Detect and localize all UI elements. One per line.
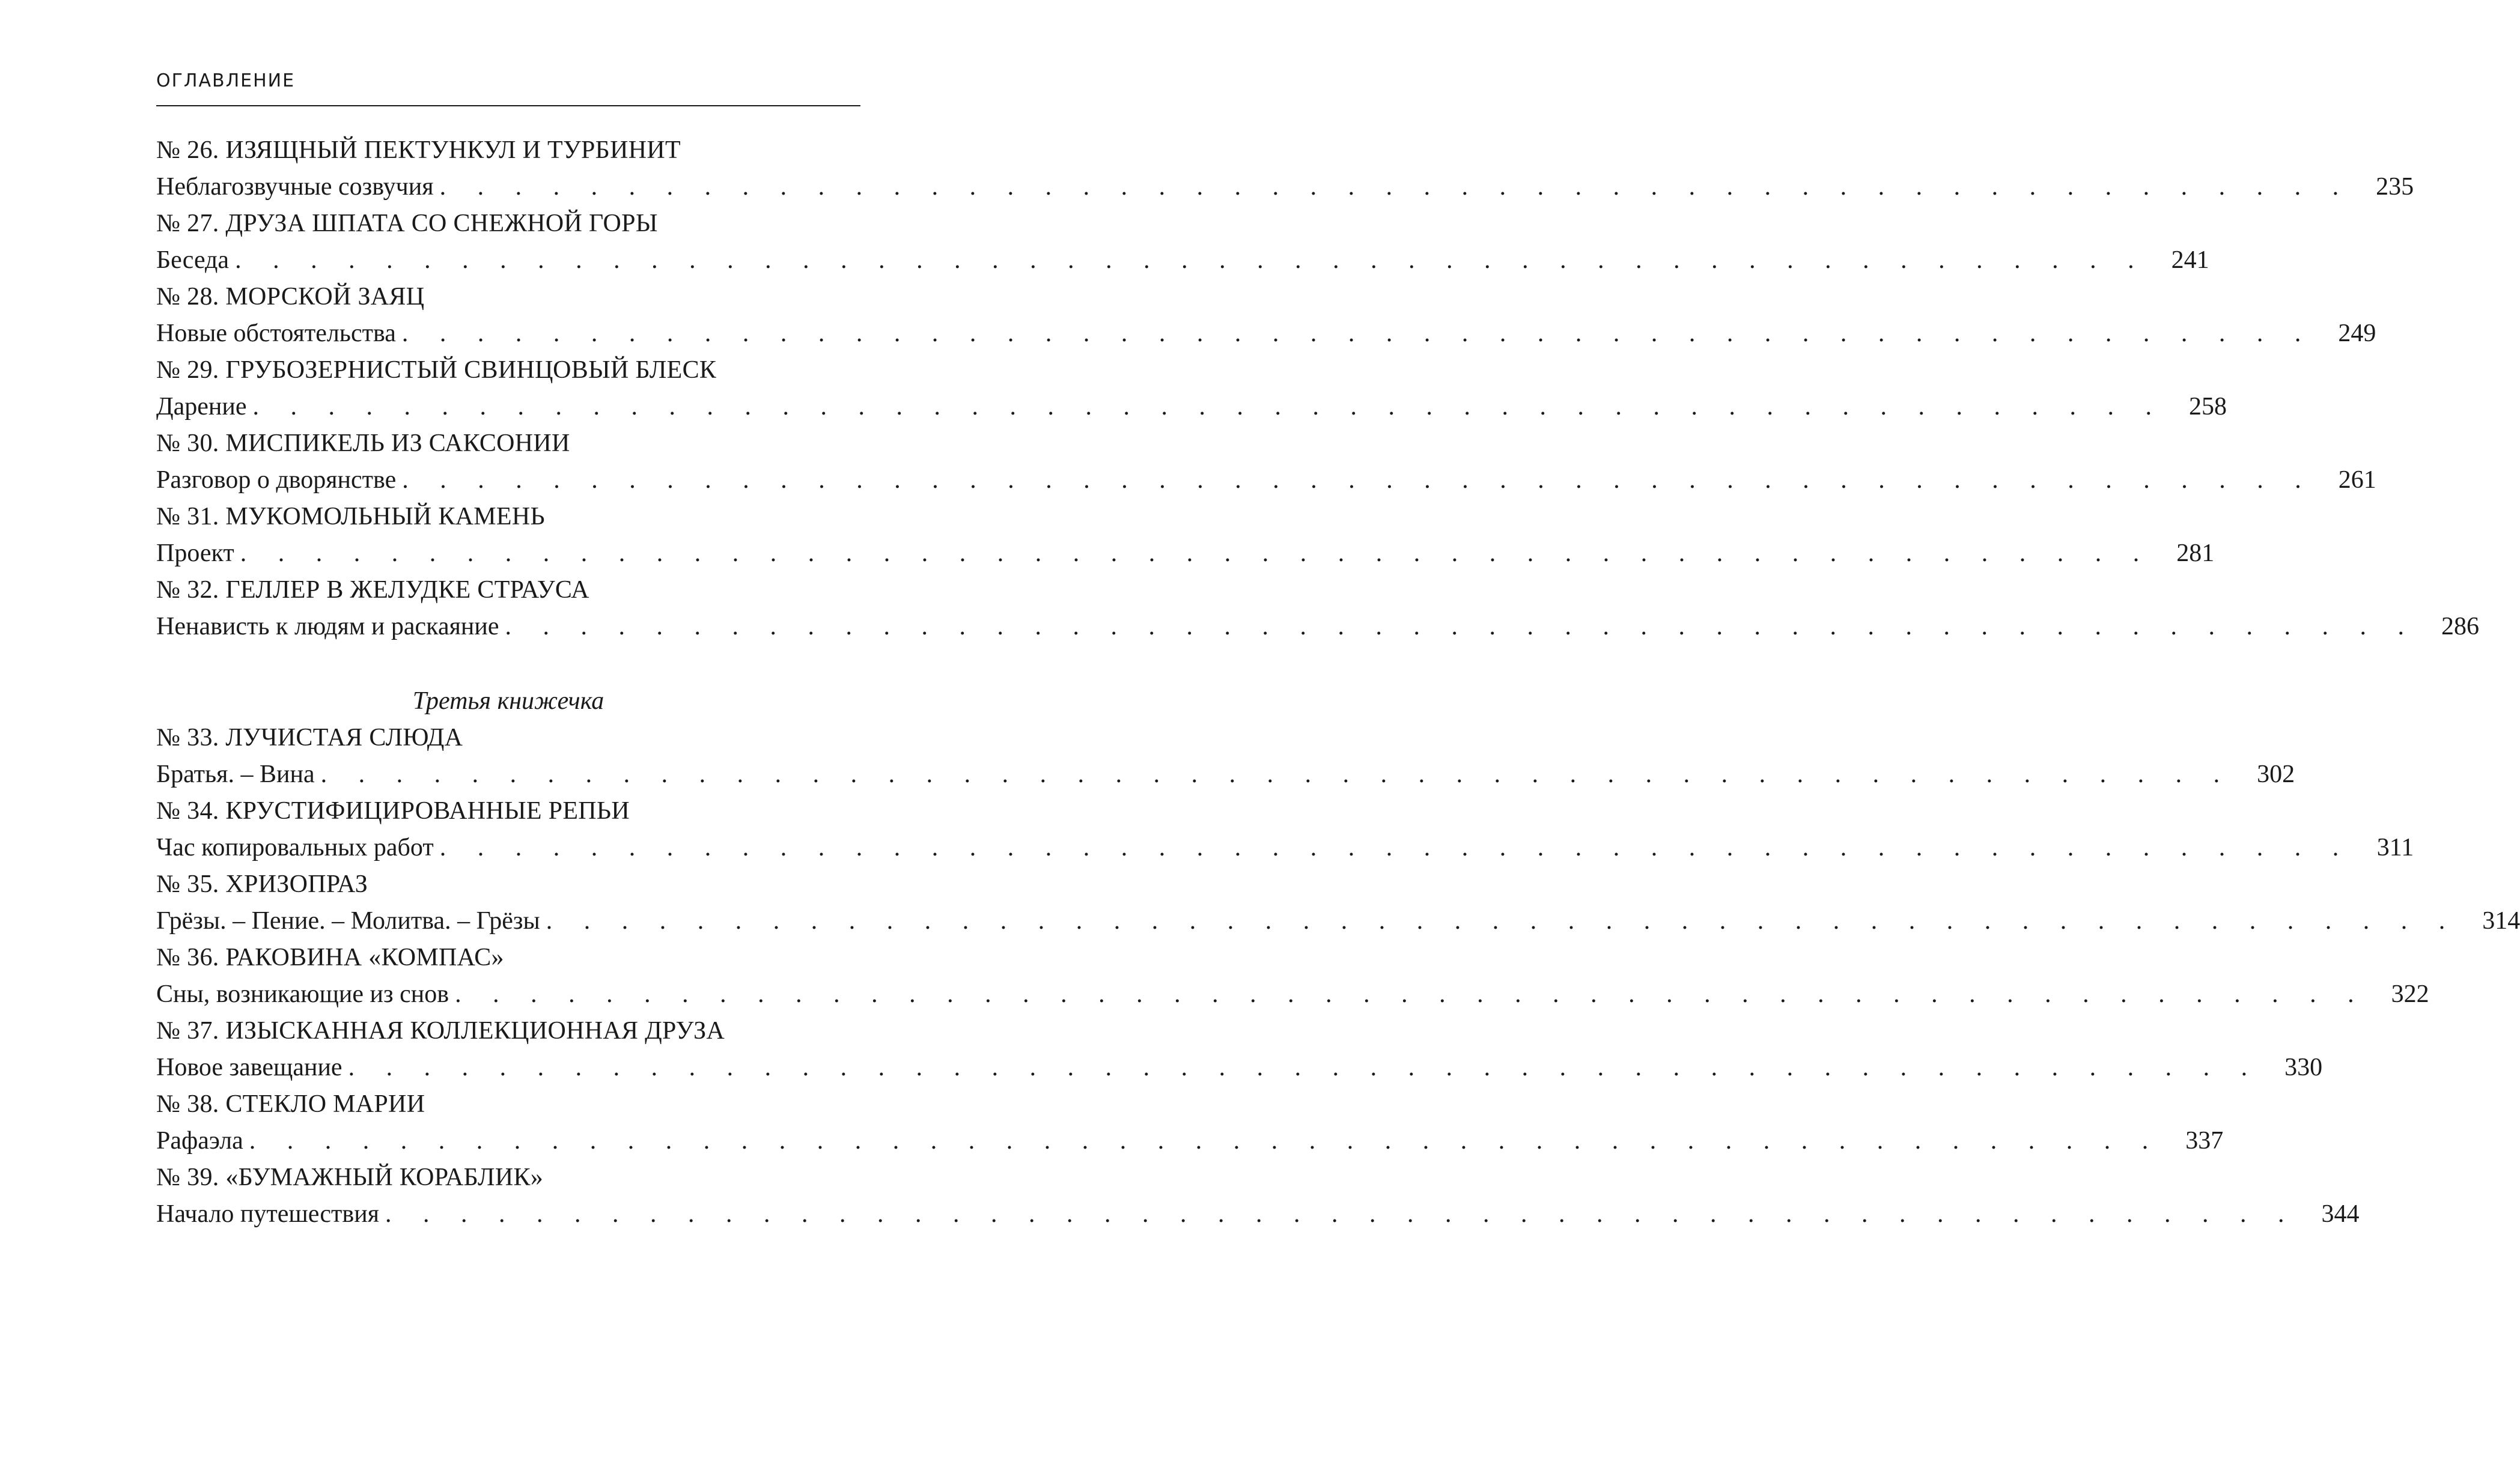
entry-subtitle: Рафаэла [156, 1127, 243, 1155]
toc-entry [156, 499, 2215, 572]
entry-line [156, 609, 2480, 645]
section-heading: Третья книжечка [412, 687, 604, 715]
entry-title: № 31. МУКОМОЛЬНЫЙ КАМЕНЬ [156, 503, 545, 530]
page-number: 337 [2185, 1127, 2224, 1155]
entry-line [156, 389, 2227, 425]
entry-subtitle: Братья. – Вина [156, 761, 315, 788]
page-number: 249 [2338, 320, 2376, 347]
entry-title: № 36. РАКОВИНА «КОМПАС» [156, 944, 504, 971]
entry-title: № 35. ХРИЗОПРАЗ [156, 870, 368, 898]
entry-title: № 26. ИЗЯЩНЫЙ ПЕКТУНКУЛ И ТУРБИНИТ [156, 136, 681, 164]
header-rule [156, 105, 860, 106]
page-number: 311 [2376, 834, 2414, 861]
entry-line [156, 903, 2520, 940]
toc-entry [156, 572, 2480, 645]
toc-entry [156, 1013, 2323, 1086]
toc-part-two [156, 132, 2480, 645]
page-number: 344 [2321, 1200, 2360, 1228]
entry-title: № 32. ГЕЛЛЕР В ЖЕЛУДКЕ СТРАУСА [156, 576, 589, 604]
entry-line [156, 756, 2295, 793]
dot-leader: . . . . . . . . . . . . . . . . . . . . . . . . . . . . . . . . . . . . . . . . . . . . . . . . . . . [249, 1127, 2161, 1155]
entry-title: № 29. ГРУБОЗЕРНИСТЫЙ СВИНЦОВЫЙ БЛЕСК [156, 356, 717, 384]
dot-leader: . . . . . . . . . . . . . . . . . . . . . . . . . . . . . . . . . . . . . . . . . . . . . . . . . . . [439, 834, 2352, 861]
toc-part-three [156, 720, 2520, 1233]
entry-line [156, 976, 2429, 1013]
entry-subtitle: Новые обстоятельства [156, 320, 396, 347]
dot-leader: . . . . . . . . . . . . . . . . . . . . . . . . . . . . . . . . . . . . . . . . . . . . . . . . . . . [320, 761, 2233, 788]
dot-leader: . . . . . . . . . . . . . . . . . . . . . . . . . . . . . . . . . . . . . . . . . . . . . . . . . . . [439, 173, 2352, 201]
running-head: ОГЛАВЛЕНИЕ [156, 70, 296, 91]
entry-subtitle: Проект [156, 539, 234, 567]
entry-subtitle: Час копировальных работ [156, 834, 434, 861]
entry-title: № 33. ЛУЧИСТАЯ СЛЮДА [156, 724, 463, 752]
entry-title: № 39. «БУМАЖНЫЙ КОРАБЛИК» [156, 1164, 544, 1191]
entry-line [156, 169, 2414, 205]
entry-line [156, 1196, 2360, 1233]
entry-line [156, 242, 2209, 279]
dot-leader: . . . . . . . . . . . . . . . . . . . . . . . . . . . . . . . . . . . . . . . . . . . . . . . . . . . [348, 1054, 2260, 1081]
entry-line [156, 1049, 2323, 1086]
page-number: 241 [2171, 246, 2209, 274]
page-number: 322 [2391, 980, 2429, 1008]
entry-subtitle: Начало путешествия [156, 1200, 380, 1228]
page-number: 258 [2189, 393, 2227, 421]
dot-leader: . . . . . . . . . . . . . . . . . . . . . . . . . . . . . . . . . . . . . . . . . . . . . . . . . . . [402, 466, 2314, 494]
page-number: 286 [2441, 613, 2480, 640]
entry-title: № 27. ДРУЗА ШПАТА СО СНЕЖНОЙ ГОРЫ [156, 210, 658, 237]
page-number: 235 [2376, 173, 2414, 201]
toc-entry [156, 425, 2376, 499]
page-number: 261 [2338, 466, 2376, 494]
page-number: 330 [2284, 1054, 2323, 1081]
toc-entry [156, 205, 2209, 279]
entry-title: № 37. ИЗЫСКАННАЯ КОЛЛЕКЦИОННАЯ ДРУЗА [156, 1017, 725, 1045]
dot-leader: . . . . . . . . . . . . . . . . . . . . . . . . . . . . . . . . . . . . . . . . . . . . . . . . . . . [546, 907, 2458, 935]
toc-entry [156, 279, 2376, 352]
entry-title: № 38. СТЕКЛО МАРИИ [156, 1090, 425, 1118]
dot-leader: . . . . . . . . . . . . . . . . . . . . . . . . . . . . . . . . . . . . . . . . . . . . . . . . . . . [455, 980, 2367, 1008]
dot-leader: . . . . . . . . . . . . . . . . . . . . . . . . . . . . . . . . . . . . . . . . . . . . . . . . . . . [385, 1200, 2297, 1228]
section-spacer [156, 645, 860, 682]
entry-subtitle: Ненависть к людям и раскаяние [156, 613, 499, 640]
dot-leader: . . . . . . . . . . . . . . . . . . . . . . . . . . . . . . . . . . . . . . . . . . . . . . . . . . . [401, 320, 2314, 347]
toc-entry [156, 352, 2227, 425]
dot-leader: . . . . . . . . . . . . . . . . . . . . . . . . . . . . . . . . . . . . . . . . . . . . . . . . . . . [235, 246, 2147, 274]
table-of-contents [156, 132, 2520, 1233]
dot-leader: . . . . . . . . . . . . . . . . . . . . . . . . . . . . . . . . . . . . . . . . . . . . . . . . . . . [252, 393, 2165, 421]
dot-leader: . . . . . . . . . . . . . . . . . . . . . . . . . . . . . . . . . . . . . . . . . . . . . . . . . . . [240, 539, 2152, 567]
entry-line [156, 462, 2376, 499]
entry-subtitle: Новое завещание [156, 1054, 342, 1081]
entry-title: № 34. КРУСТИФИЦИРОВАННЫЕ РЕПЬИ [156, 797, 630, 825]
toc-entry [156, 720, 2295, 793]
entry-subtitle: Грёзы. – Пение. – Молитва. – Грёзы [156, 907, 540, 935]
entry-line [156, 535, 2215, 572]
entry-title: № 28. МОРСКОЙ ЗАЯЦ [156, 283, 425, 311]
entry-subtitle: Разговор о дворянстве [156, 466, 397, 494]
toc-entry [156, 940, 2429, 1013]
entry-subtitle: Беседа [156, 246, 230, 274]
entry-subtitle: Сны, возникающие из снов [156, 980, 449, 1008]
toc-entry [156, 132, 2414, 205]
dot-leader: . . . . . . . . . . . . . . . . . . . . . . . . . . . . . . . . . . . . . . . . . . . . . . . . . . . [505, 613, 2417, 640]
toc-entry [156, 1159, 2360, 1233]
entry-subtitle: Дарение [156, 393, 247, 421]
page-number: 314 [2482, 907, 2520, 935]
entry-line [156, 1123, 2224, 1159]
toc-entry [156, 866, 2520, 940]
toc-entry [156, 1086, 2224, 1159]
entry-line [156, 315, 2376, 352]
entry-title: № 30. МИСПИКЕЛЬ ИЗ САКСОНИИ [156, 430, 570, 457]
toc-entry [156, 793, 2414, 866]
entry-subtitle: Неблагозвучные созвучия [156, 173, 434, 201]
entry-line [156, 830, 2414, 866]
page-number: 281 [2176, 539, 2215, 567]
page-number: 302 [2257, 761, 2295, 788]
